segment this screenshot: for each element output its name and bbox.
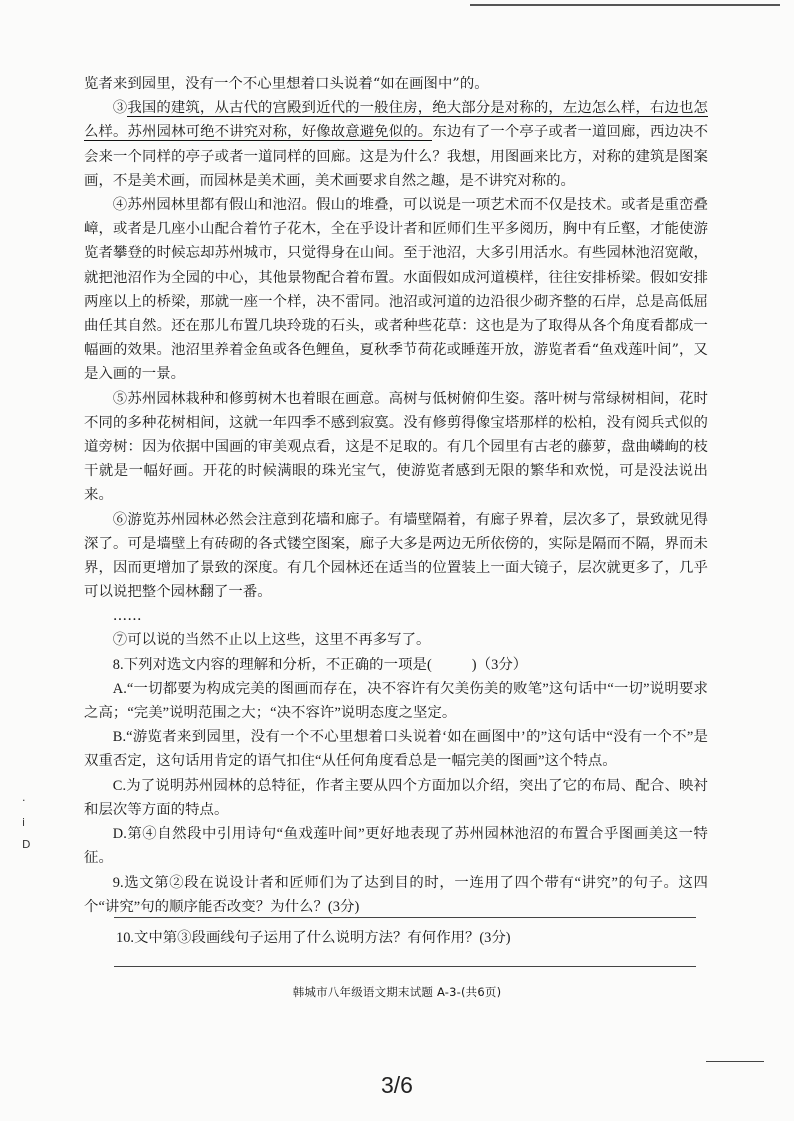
page-footer: 韩城市八年级语文期末试题 A-3-(共6页)	[292, 985, 502, 999]
question-10: 10.文中第③段画线句子运用了什么说明方法？有何作用？(3分)	[116, 930, 511, 946]
question-8-stem-text: 8.下列对选文内容的理解和分析，不正确的一项是(	[112, 656, 432, 673]
question-9-answer-line[interactable]	[114, 917, 696, 918]
question-10-answer-line[interactable]	[114, 966, 696, 967]
paragraph-5: ⑤苏州园林栽种和修剪树木也着眼在画意。高树与低树俯仰生姿。落叶树与常绿树相间，花时不同的多种花树相间，这就一年四季不感到寂寞。没有修剪得像宝塔那样的松柏，没有阅兵式似的道旁树：因为依据中国画的审美观点看，这是不足取的。有几个园里有古老的藤萝，盘曲嶙峋的枝干就是一幅好画。开花的时候满眼的珠光宝气，使游览者感到无限的繁华和欢悦，可是没法说出来。	[84, 390, 708, 504]
paragraph-3	[84, 96, 708, 193]
paragraph-continuation: 览者来到园里，没有一个不心里想着口头说着“如在画图中”的。	[84, 76, 489, 92]
paragraph-3-rest: 东边有了一个亭子或者一道回廊，西边决不会来一个同样的亭子或者一道同样的回廊。这是为什么？我想，用图画来比方，对称的建筑是图案画，不是美术画，而园林是美术画，美术画要求自然之趣，是不讲究对称的。	[84, 124, 709, 189]
paragraph-7: ⑦可以说的当然不止以上这些，这里不再多写了。	[112, 632, 431, 649]
paragraph-6: ⑥游览苏州园林必然会注意到花墙和廊子。有墙壁隔着，有廊子界着，层次多了，景致就见得深了。可是墙壁上有砖砌的各式镂空图案，廊子大多是两边无所依傍的，实际是隔而不隔，界而未界，因而更增加了景致的深度。有几个园林还在适当的位置装上一面大镜子，层次就更多了，几乎可以说把整个园林翻了一番。	[84, 511, 708, 601]
question-8-points: )（3分）	[471, 656, 528, 673]
margin-mark-2: i	[22, 816, 26, 829]
question-8-option-c: C.为了说明苏州园林的总特征，作者主要从四个方面加以介绍，突出了它的布局、配合、映衬和层次等方面的特点。	[84, 777, 708, 818]
question-9: 9.选文第②段在说设计者和匠师们为了达到目的时，一连用了四个带有“讲究”的句子。这四个“讲究”句的顺序能否改变？为什么？(3分)	[84, 874, 708, 915]
paragraph-4: ④苏州园林里都有假山和池沼。假山的堆叠，可以说是一项艺术而不仅是技术。或者是重峦叠嶂，或者是几座小山配合着竹子花木，全在乎设计者和匠师们生平多阅历，胸中有丘壑，才能使游览者攀登的时候忘却苏州城市，只觉得身在山间。至于池沼，大多引用活水。有些园林池沼宽敞，就把池沼作为全园的中心，其他景物配合着布置。水面假如成河道模样，往往安排桥梁。假如安排两座以上的桥梁，那就一座一个样，决不雷同。池沼或河道的边沿很少砌齐整的石岸，总是高低屈曲任其自然。还在那儿布置几块玲珑的石头，或者种些花草：这也是为了取得从各个角度看都成一幅画的效果。池沼里养着金鱼或各色鲤鱼，夏秋季节荷花或睡莲开放，游览者看“鱼戏莲叶间”，又是入画的一景。	[84, 197, 708, 383]
left-margin-marks	[22, 790, 30, 856]
top-border-line	[470, 4, 780, 6]
question-8-stem	[84, 653, 708, 677]
question-8-option-a: A.“一切都要为构成完美的图画而存在，决不容许有欠美伤美的败笔”这句话中“一切”说明要求之高；“完美”说明范围之大；“决不容许”说明态度之坚定。	[84, 680, 708, 722]
paragraph-3-marker: ③	[112, 100, 128, 117]
paragraph-3-underlined-sentence: 我国的建筑，从古代的宫殿到近代的一般住房，绝大部分是对称的，左边怎么样，右边也怎么样。苏州园林可绝不讲究对称，好像故意避免似的。	[84, 100, 708, 141]
ellipsis: ……	[112, 608, 142, 625]
margin-mark-1: ·	[22, 794, 26, 807]
corner-mark-line	[706, 1061, 764, 1062]
question-8-option-b: B.“游览者来到园里，没有一个不心里想着口头说着‘如在画图中’的”这句话中“没有一个不”是双重否定，这句话用肯定的语气扣住“从任何角度看总是一幅完美的图画”这个特点。	[84, 729, 708, 770]
margin-mark-3: D	[22, 838, 31, 851]
reading-passage	[84, 72, 708, 919]
page-indicator: 3/6	[381, 1072, 413, 1098]
question-8-option-d: D.第④自然段中引用诗句“鱼戏莲叶间”更好地表现了苏州园林池沼的布置合乎图画美这一特征。	[84, 826, 708, 867]
